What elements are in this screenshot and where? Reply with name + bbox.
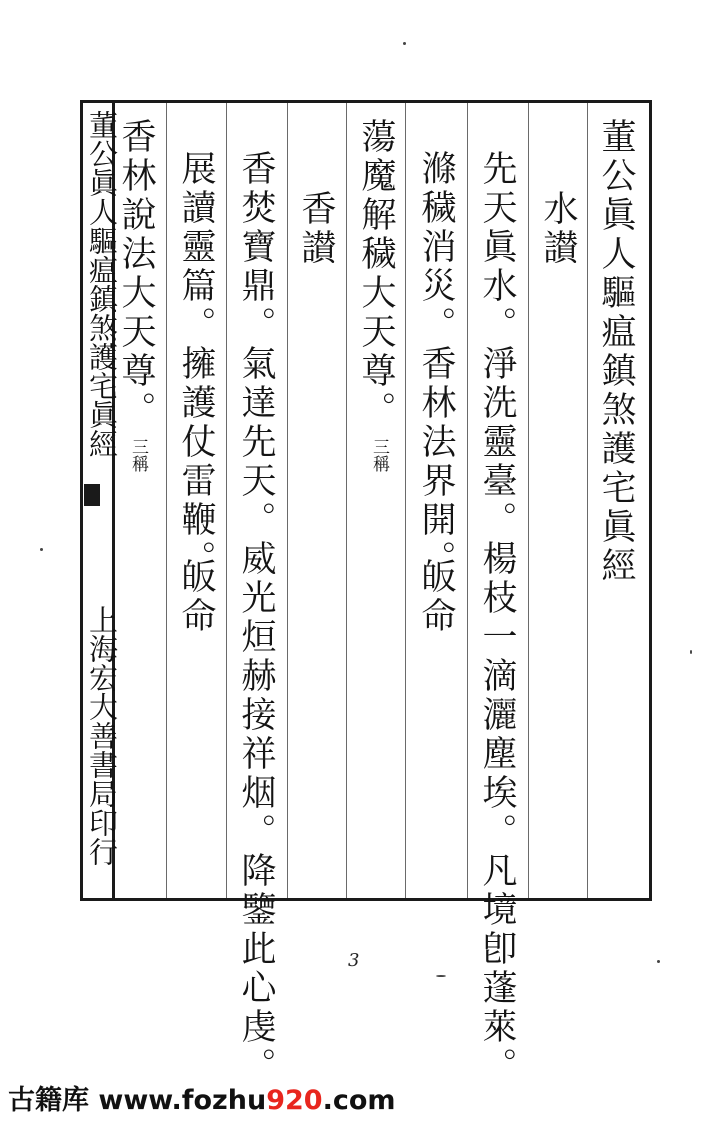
column-rule [346, 103, 347, 898]
water-hymn-repeat-note: 三稱 [369, 438, 389, 472]
footer-watermark [8, 1078, 396, 1117]
water-hymn-line-2: 滌穢消災。香林法界開。 [416, 150, 456, 579]
margin-title: 董公眞人驅瘟鎮煞護宅眞經 [85, 110, 119, 458]
water-hymn-line-3: 蕩魔解穢大天尊。 [356, 118, 396, 430]
incense-hymn-repeat-note: 三稱 [128, 438, 148, 472]
scan-speck [403, 42, 406, 45]
scan-speck [657, 960, 660, 963]
page-number: 3 [348, 950, 360, 971]
column-rule [467, 103, 468, 898]
footer-url-suffix: .com [322, 1085, 396, 1116]
water-hymn-heading: 水讃 [538, 190, 578, 268]
scan-speck [436, 975, 446, 977]
column-rule [226, 103, 227, 898]
footer-site-name: 古籍库 [8, 1085, 89, 1116]
water-hymn-line-1: 先天眞水。淨洗靈臺。楊枝一滴灑塵埃。凡境卽蓬萊。 [477, 150, 517, 1086]
incense-hymn-line-2: 展讀靈篇。擁護仗雷鞭。 [176, 150, 216, 579]
fish-tail-mark [84, 484, 100, 506]
incense-hymn-heading: 香讃 [296, 190, 336, 268]
column-rule [528, 103, 529, 898]
margin-publisher: 上海宏大善書局印行 [85, 605, 119, 866]
water-hymn-refuge: 皈命 [416, 558, 456, 636]
scan-speck [40, 548, 43, 551]
column-rule [166, 103, 167, 898]
incense-hymn-refuge: 皈命 [176, 558, 216, 636]
scan-speck [690, 650, 692, 654]
scripture-title: 董公眞人驅瘟鎮煞護宅眞經 [596, 118, 636, 586]
column-rule [287, 103, 288, 898]
footer-url-prefix: www.fozhu [98, 1085, 267, 1116]
incense-hymn-line-3: 香林說法大天尊。 [116, 118, 156, 430]
column-rule [405, 103, 406, 898]
incense-hymn-line-1: 香焚寶鼎。氣達先天。威光烜赫接祥烟。降鑒此心虔。 [236, 150, 276, 1086]
column-rule [587, 103, 588, 898]
footer-url-number: 920 [266, 1085, 323, 1116]
